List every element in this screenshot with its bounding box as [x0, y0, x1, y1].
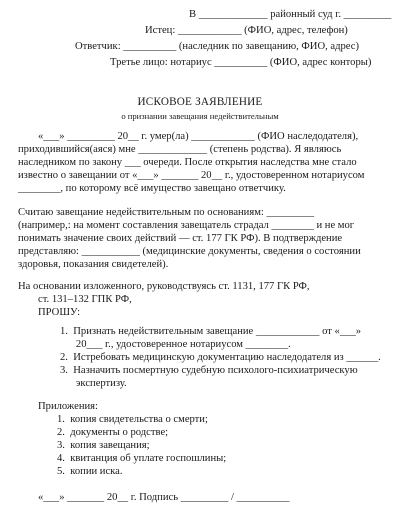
header-court-line: В _____________ районный суд г. _________ [189, 9, 392, 20]
basis-line-2: ст. 131–132 ГПК РФ, [38, 294, 132, 305]
attachment-item-3: 3. копия завещания; [57, 440, 150, 451]
paragraph2-line-4: представляю: ___________ (медицинские документы, сведения о состоянии [18, 246, 361, 257]
attachment-item-4: 4. квитанция об уплате госпошлины; [57, 453, 227, 464]
request-item-1-cont: 20___ г., удостоверенное нотариусом ________. [60, 339, 291, 350]
attachment-item-5: 5. копии иска. [57, 466, 123, 477]
attachments-title: Приложения: [38, 401, 98, 412]
paragraph2-line-1: Считаю завещание недействительным по основаниям: _________ [18, 207, 315, 218]
paragraph1-line-4: известно о завещании от «___» _______ 20__ г., удостоверенном нотариусом [18, 170, 365, 181]
request-item-3: 3. Назначить посмертную судебную психолого-психиатрическую [60, 365, 358, 376]
header-third-party-line: Третье лицо: нотариус __________ (ФИО, адрес конторы) [110, 57, 372, 68]
header-plaintiff-line: Истец: ____________ (ФИО, адрес, телефон) [145, 25, 348, 36]
document-title: ИСКОВОЕ ЗАЯВЛЕНИЕ [137, 96, 263, 108]
paragraph2-line-2: (например,: на момент составления завещатель страдал ________ и не мог [18, 220, 355, 231]
request-item-2: 2. Истребовать медицинскую документацию наследодателя из ______. [60, 352, 381, 363]
paragraph1-line-3: наследником по закону ___ очереди. После открытия наследства мне стало [18, 157, 357, 168]
attachment-item-1: 1. копия свидетельства о смерти; [57, 414, 208, 425]
request-heading: ПРОШУ: [38, 307, 81, 318]
document-subtitle: о признании завещания недействительным [121, 111, 279, 121]
paragraph1-line-2: приходившийся(аяся) мне _____________ (степень родства). Я являюсь [18, 144, 342, 155]
signature-line: «___» _______ 20__ г. Подпись _________ / __________ [38, 492, 290, 503]
paragraph2-line-5: здоровья, показания свидетелей). [18, 259, 169, 270]
paragraph1-line-5: ________, по которому всё имущество завещано ответчику. [18, 183, 286, 194]
paragraph1-line-1: «___» _________ 20__ г. умер(ла) ____________ (ФИО наследодателя), [38, 131, 359, 142]
header-defendant-line: Ответчик: __________ (наследник по завещанию, ФИО, адрес) [75, 41, 359, 52]
request-item-3-cont: экспертизу. [60, 378, 127, 389]
paragraph2-line-3: понимать значение своих действий — ст. 177 ГК РФ). В подтверждение [18, 233, 343, 244]
basis-line-1: На основании изложенного, руководствуясь ст. 1131, 177 ГК РФ, [18, 281, 310, 292]
request-item-1: 1. Признать недействительным завещание ____________ от «___» [60, 326, 362, 337]
attachment-item-2: 2. документы о родстве; [57, 427, 169, 438]
